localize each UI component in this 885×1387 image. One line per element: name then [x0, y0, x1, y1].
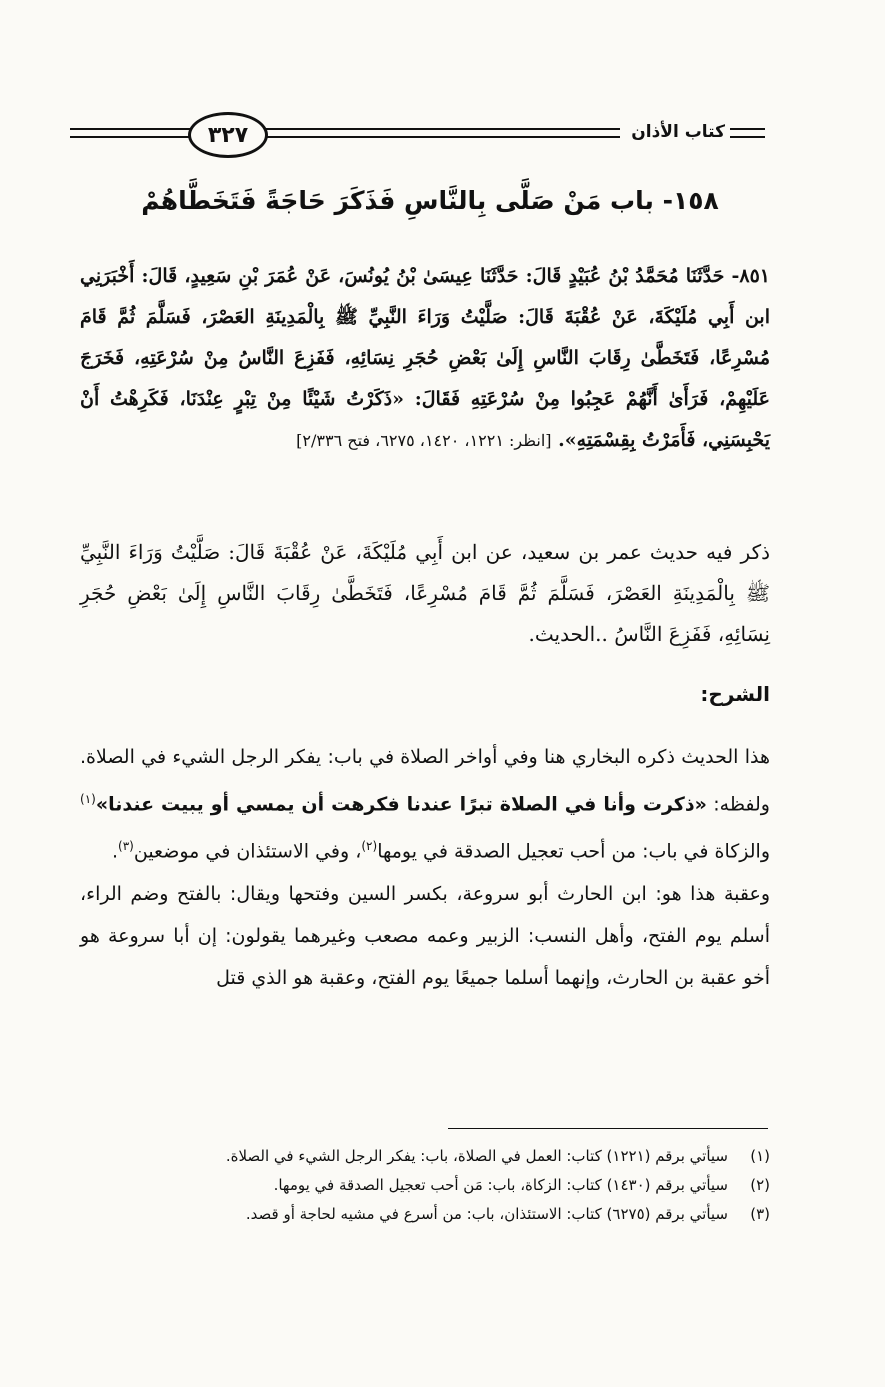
footnote-text: سيأتي برقم (٦٢٧٥) كتاب: الاستئذان، باب: من أسرع في مشيه لحاجة أو قصد. [245, 1205, 728, 1223]
hadith-text: ٨٥١- حَدَّثَنَا مُحَمَّدُ بْنُ عُبَيْدٍ قَالَ: حَدَّثَنَا عِيسَىٰ بْنُ يُونُسَ، عَنْ عُمَرَ بْنِ سَعِيدٍ، قَالَ: أَخْبَرَنِي ابن أَبِي مُلَيْكَةَ، عَنْ عُقْبَةَ قَالَ: صَلَّيْتُ وَرَاءَ النَّبِيِّ ﷺ بِالْمَدِينَةِ العَصْرَ، فَسَلَّمَ ثُمَّ قَامَ مُسْرِعًا، فَتَخَطَّىٰ رِقَابَ النَّاسِ إِلَىٰ بَعْضِ حُجَرِ نِسَائِهِ، فَفَزِعَ النَّاسُ مِنْ سُرْعَتِهِ، فَخَرَجَ عَلَيْهِمْ، فَرَأَىٰ أَنَّهُمْ عَجِبُوا مِنْ سُرْعَتِهِ فَقَالَ: «ذَكَرْتُ شَيْئًا مِنْ تِبْرٍ عِنْدَنَا، فَكَرِهْتُ أَنْ يَحْبِسَنِي، فَأَمَرْتُ بِقِسْمَتِهِ». [80, 265, 770, 451]
footnote-marker-2[interactable]: (٢) [361, 839, 378, 854]
running-header [70, 108, 765, 160]
chapter-heading: ١٥٨- باب مَنْ صَلَّى بِالنَّاسِ فَذَكَرَ حَاجَةً فَتَخَطَّاهُمْ [141, 186, 719, 215]
commentary-text: ، وفي الاستئذان في موضعين [133, 840, 362, 863]
commentary-text: هذا الحديث ذكره البخاري هنا وفي أواخر الصلاة في باب: يفكر الرجل الشيء في الصلاة. ولفظه: [80, 746, 770, 816]
commentary-text: . [111, 840, 119, 863]
header-rule-left-top [70, 128, 190, 130]
footnote-marker-3[interactable]: (٣) [118, 839, 134, 854]
header-rule-middle-bottom [260, 136, 620, 138]
footnote-number: (١) [750, 1147, 770, 1165]
footnote-item [80, 1142, 770, 1171]
header-rule-left-bottom [70, 136, 190, 138]
header-rule-middle-top [260, 128, 620, 130]
commentary [80, 736, 770, 999]
footnote-divider [448, 1128, 768, 1129]
hadith-mention: ذكر فيه حديث عمر بن سعيد، عن ابن أَبِي مُلَيْكَةَ، عَنْ عُقْبَةَ قَالَ: صَلَّيْتُ وَرَاءَ النَّبِيِّ ﷺ بِالْمَدِينَةِ العَصْرَ، فَسَلَّمَ ثُمَّ قَامَ مُسْرِعًا، فَتَخَطَّىٰ رِقَابَ النَّاسِ إِلَىٰ بَعْضِ حُجَرِ نِسَائِهِ، فَفَزِعَ النَّاسُ ..الحديث. [80, 540, 770, 646]
page-number: ٣٢٧ [188, 112, 268, 158]
book-title: كتاب الأذان [631, 122, 725, 142]
commentary-paragraph-2: وعقبة هذا هو: ابن الحارث أبو سروعة، بكسر السين وفتحها ويقال: بالفتح وضم الراء، أسلم يوم الفتح، وأهل النسب: الزبير وعمه مصعب وغيرهما يقولون: إن أبا سروعة هو أخو عقبة بن الحارث، وإنهما أسلما جميعًا يوم الفتح، وعقبة هو الذي قتل [80, 882, 770, 989]
footnote-number: (٢) [750, 1176, 770, 1194]
sharh-label: الشرح: [700, 682, 770, 706]
footnote-marker-1[interactable]: (١) [80, 792, 96, 806]
footnote-text: سيأتي برقم (١٤٣٠) كتاب: الزكاة، باب: مَن أحب تعجيل الصدقة في يومها. [273, 1176, 728, 1194]
commentary-quote: «ذكرت وأنا في الصلاة تبرًا عندنا فكرهت أن يمسي أو يبيت عندنا» [95, 793, 707, 816]
footnote-text: سيأتي برقم (١٢٢١) كتاب: العمل في الصلاة، باب: يفكر الرجل الشيء في الصلاة. [225, 1147, 728, 1165]
header-rule-right-bottom [730, 136, 765, 138]
commentary-paragraph-1 [80, 736, 770, 873]
footnote-item [80, 1171, 770, 1200]
footnote-number: (٣) [750, 1205, 770, 1223]
footnote-item [80, 1200, 770, 1229]
footnotes [80, 1142, 770, 1229]
hadith-references: [انظر: ١٢٢١، ١٤٢٠، ٦٢٧٥، فتح ٢/٣٣٦] [296, 431, 552, 450]
commentary-text: والزكاة في باب: من أحب تعجيل الصدقة في يومها [377, 840, 770, 863]
header-rule-right-top [730, 128, 765, 130]
hadith-block [80, 256, 770, 461]
